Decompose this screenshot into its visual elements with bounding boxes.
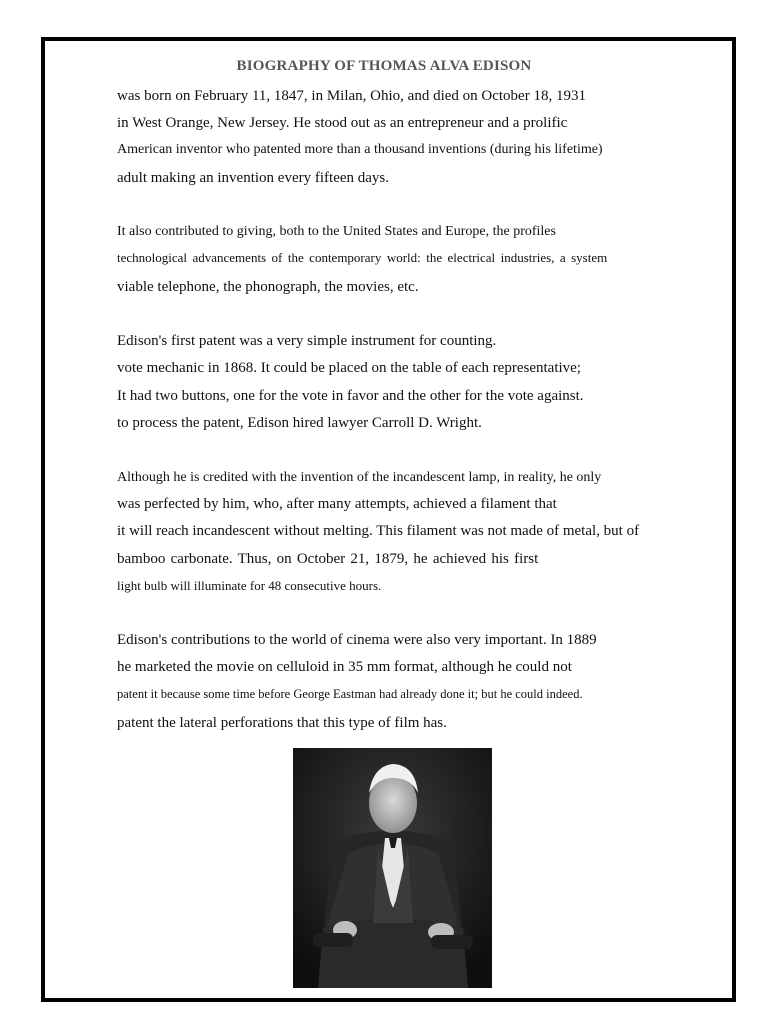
text-line: in West Orange, New Jersey. He stood out as an entrepreneur and a prolific bbox=[117, 115, 568, 131]
text-line: patent the lateral perforations that this type of film has. bbox=[117, 715, 447, 731]
text-line: he marketed the movie on celluloid in 35 mm format, although he could not bbox=[117, 659, 572, 675]
text-line: American inventor who patented more than a thousand inventions (during his lifetime) bbox=[117, 142, 603, 157]
portrait-photo bbox=[293, 748, 492, 988]
text-line: Although he is credited with the invention of the incandescent lamp, in reality, he only bbox=[117, 470, 602, 485]
text-line: bamboo carbonate. Thus, on October 21, 1879, he achieved his first bbox=[117, 551, 539, 567]
text-line: it will reach incandescent without melting. This filament was not made of metal, but of bbox=[117, 523, 640, 539]
text-line: It also contributed to giving, both to the United States and Europe, the profiles bbox=[117, 224, 556, 239]
text-line: It had two buttons, one for the vote in favor and the other for the vote against. bbox=[117, 388, 584, 404]
text-line: was perfected by him, who, after many attempts, achieved a filament that bbox=[117, 496, 557, 512]
text-line: adult making an invention every fifteen days. bbox=[117, 170, 389, 186]
text-line: viable telephone, the phonograph, the movies, etc. bbox=[117, 279, 419, 295]
text-line: technological advancements of the contemporary world: the electrical industries, a system bbox=[117, 250, 608, 265]
text-line: was born on February 11, 1847, in Milan, Ohio, and died on October 18, 1931 bbox=[117, 88, 586, 104]
text-line: Edison's contributions to the world of cinema were also very important. In 1889 bbox=[117, 632, 597, 648]
text-line: Edison's first patent was a very simple instrument for counting. bbox=[117, 333, 497, 349]
text-line: patent it because some time before George Eastman had already done it; but he could indeed. bbox=[117, 687, 583, 701]
document-title: BIOGRAPHY OF THOMAS ALVA EDISON bbox=[236, 58, 532, 74]
text-line: to process the patent, Edison hired lawyer Carroll D. Wright. bbox=[117, 415, 482, 431]
text-line: vote mechanic in 1868. It could be placed on the table of each representative; bbox=[117, 360, 581, 376]
text-line: light bulb will illuminate for 48 consecutive hours. bbox=[117, 578, 382, 593]
